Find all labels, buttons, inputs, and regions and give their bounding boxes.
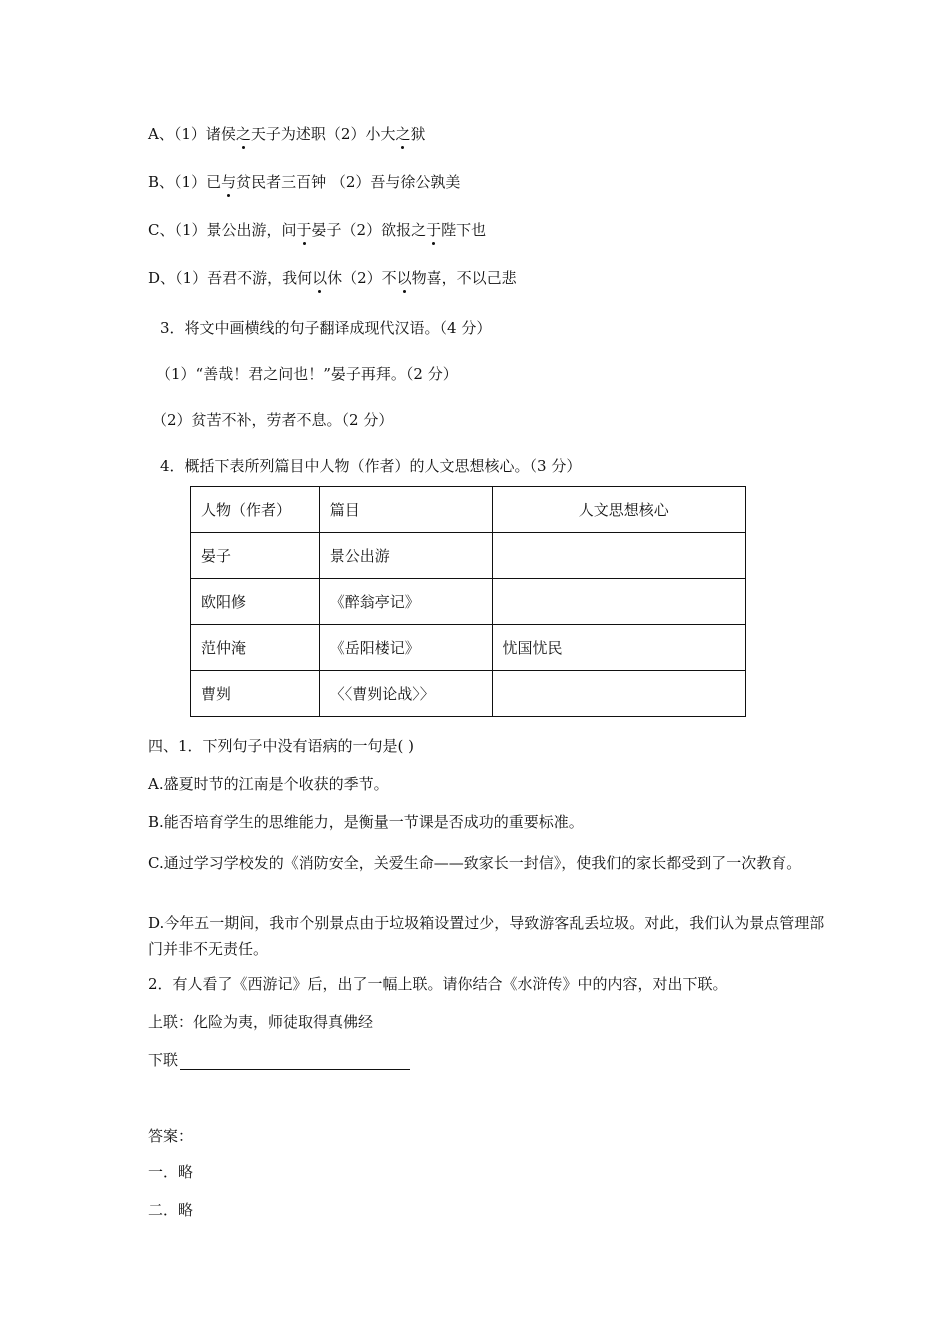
table-header-cell: 人物（作者）	[191, 487, 320, 533]
option-d	[148, 268, 517, 288]
table-cell: 欧阳修	[191, 579, 320, 625]
option-d-text-2: 休（2）不	[327, 269, 397, 287]
option-c-text-1: C、（1）景公出游，问	[148, 221, 297, 239]
option-d-text-1: D、（1）吾君不游，我何	[148, 269, 313, 287]
s4-question-1: 四、1．下列句子中没有语病的一句是( )	[148, 737, 415, 755]
table-cell: 景公出游	[319, 533, 492, 579]
table-row	[191, 671, 746, 717]
option-a-text-3: 狱	[410, 125, 426, 143]
s4-question-2: 2．有人看了《西游记》后，出了一幅上联。请你结合《水浒传》中的内容，对出下联。	[148, 975, 728, 993]
option-b	[148, 172, 460, 192]
answer-blank[interactable]	[180, 1053, 410, 1070]
lower-couplet-label: 下联	[148, 1051, 179, 1069]
table-cell: 〈〈曹刿论战〉〉	[319, 671, 492, 717]
table-cell: 晏子	[191, 533, 320, 579]
s4-option-a: A.盛夏时节的江南是个收获的季节。	[148, 775, 389, 793]
s4-option-d: D.今年五一期间，我市个别景点由于垃圾箱设置过少，导致游客乱丢垃圾。对此，我们认为景点管理部门并非不无责任。	[148, 914, 825, 958]
option-d-dotted-char-2: 以	[396, 269, 412, 287]
table-header-cell: 人文思想核心	[492, 487, 746, 533]
option-a	[148, 124, 425, 144]
table-cell: 忧国忧民	[492, 625, 746, 671]
table-cell: 范仲淹	[191, 625, 320, 671]
answer-2: 二．略	[148, 1201, 194, 1219]
q3-title: 3．将文中画横线的句子翻译成现代汉语。（4 分）	[160, 319, 492, 337]
option-b-text-2: 贫民者三百钟 （2）吾与徐公孰美	[236, 173, 461, 191]
q3-sentence-2: （2）贫苦不补，劳者不息。（2 分）	[152, 411, 394, 429]
option-c-dotted-char-1: 于	[296, 221, 312, 239]
answers-title: 答案：	[148, 1127, 194, 1145]
option-d-text-3: 物喜，不以己悲	[411, 269, 517, 287]
summary-table	[190, 486, 746, 717]
s4-option-c: C.通过学习学校发的《消防安全，关爱生命——致家长一封信》，使我们的家长都受到了一次教育。	[148, 854, 802, 872]
option-c-dotted-char-2: 于	[426, 221, 442, 239]
option-c-text-2: 晏子（2）欲报之	[311, 221, 427, 239]
answer-1: 一．略	[148, 1163, 194, 1181]
table-cell	[492, 579, 746, 625]
option-c-text-3: 陛下也	[441, 221, 487, 239]
option-d-dotted-char-1: 以	[312, 269, 328, 287]
table-cell	[492, 533, 746, 579]
option-a-dotted-char-2: 之	[395, 125, 411, 143]
s4-option-b: B.能否培育学生的思维能力，是衡量一节课是否成功的重要标准。	[148, 813, 584, 831]
table-row	[191, 579, 746, 625]
option-b-text-1: B、（1）已	[148, 173, 222, 191]
q3-sentence-1: （1）“善哉！君之问也！”晏子再拜。（2 分）	[156, 365, 458, 383]
table-row	[191, 625, 746, 671]
table-cell: 《醉翁亭记》	[319, 579, 492, 625]
option-a-text-2: 天子为述职（2）小大	[250, 125, 396, 143]
table-cell: 曹刿	[191, 671, 320, 717]
option-a-text-1: A、（1）诸侯	[148, 125, 236, 143]
option-b-dotted-char-1: 与	[221, 173, 237, 191]
table-row	[191, 533, 746, 579]
table-cell	[492, 671, 746, 717]
table-header-row	[191, 487, 746, 533]
option-c	[148, 220, 486, 240]
table-header-cell: 篇目	[319, 487, 492, 533]
upper-couplet: 上联：化险为夷，师徒取得真佛经	[148, 1013, 374, 1031]
table-cell: 《岳阳楼记》	[319, 625, 492, 671]
q4-title: 4．概括下表所列篇目中人物（作者）的人文思想核心。（3 分）	[160, 457, 582, 475]
option-a-dotted-char-1: 之	[235, 125, 251, 143]
lower-couplet	[148, 1050, 410, 1070]
